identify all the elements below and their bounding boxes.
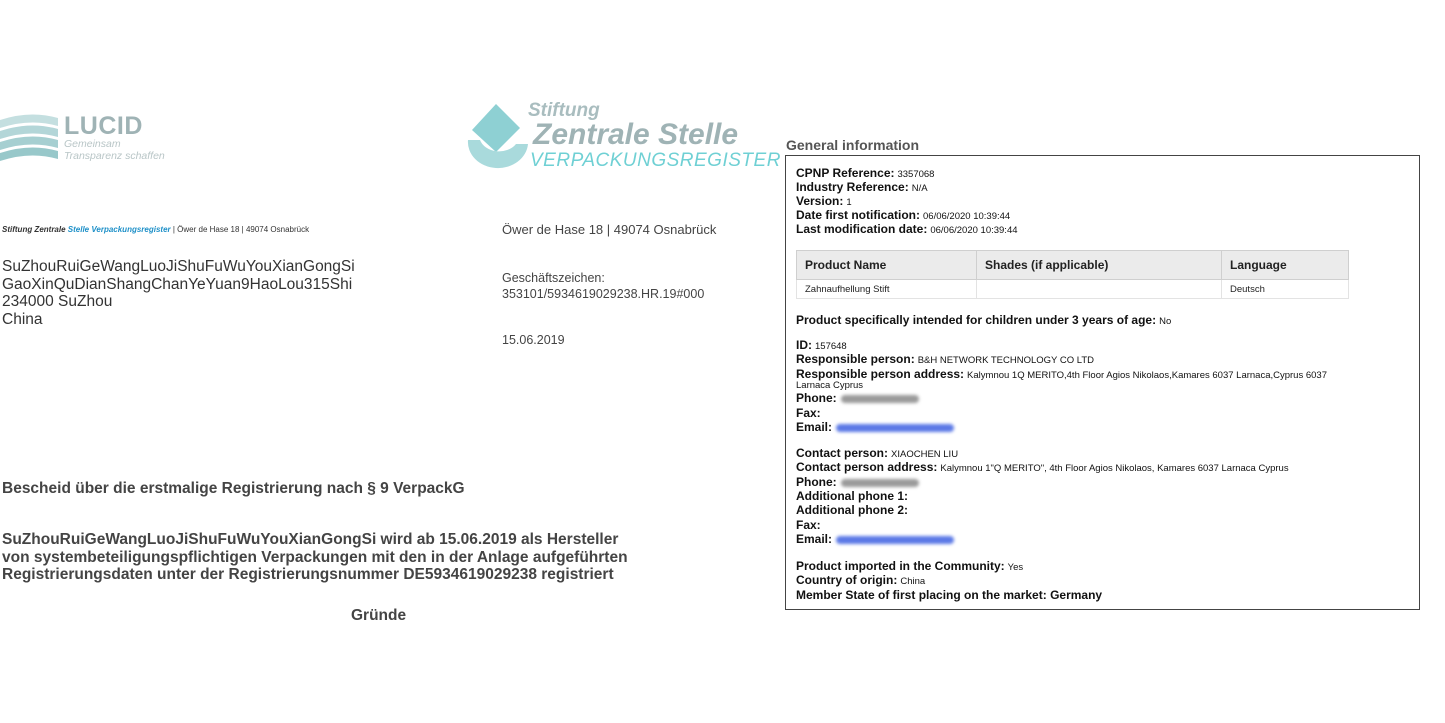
version-row (796, 194, 852, 208)
general-information-heading: General information (786, 137, 920, 153)
redacted-email-link[interactable] (836, 424, 954, 432)
body-line: SuZhouRuiGeWangLuoJiShuFuWuYouXianGongSi wird ab 15.06.2019 als Hersteller (2, 531, 619, 548)
lucid-tagline-2: Transparenz schaffen (64, 150, 165, 162)
field-value: 3357068 (897, 169, 935, 180)
field-value: B&H NETWORK TECHNOLOGY CO LTD (917, 355, 1094, 366)
body-line: von systembeteiligungspflichtigen Verpackungen mit den in der Anlage aufgeführten (2, 548, 628, 566)
field-value: N/A (911, 183, 928, 194)
fax-row-2 (796, 518, 821, 532)
reference-label: Geschäftszeichen: (502, 271, 605, 285)
zsvr-logo-icon (466, 100, 530, 170)
field-label: Phone: (796, 475, 837, 489)
responsible-person-row (796, 352, 1094, 366)
table-cell: Deutsch (1222, 280, 1349, 299)
field-label: Contact person address: (796, 460, 938, 474)
cpnp-reference-row (796, 166, 934, 180)
field-label: Responsible person: (796, 352, 915, 366)
email-row (796, 420, 954, 434)
field-value: 1 (846, 197, 852, 208)
reasons-heading: Gründe (351, 607, 407, 624)
table-cell: Zahnaufhellung Stift (797, 280, 977, 299)
recipient-line: 234000 SuZhou (2, 293, 113, 310)
recipient-line: GaoXinQuDianShangChanYeYuan9HaoLou315Shi (2, 275, 353, 293)
field-label: Additional phone 1: (796, 489, 908, 503)
id-row (796, 338, 847, 352)
responsible-address-cont: Larnaca Cyprus (796, 380, 864, 391)
lucid-name: LUCID (64, 112, 143, 140)
field-label: Product specifically intended for children under 3 years of age: (796, 313, 1157, 327)
email-row-2 (796, 532, 954, 546)
field-value: 06/06/2020 10:39:44 (930, 225, 1018, 236)
contact-address-row (796, 460, 1289, 474)
field-label: Email: (796, 532, 833, 546)
field-label: ID: (796, 338, 812, 352)
field-label: Contact person: (796, 446, 889, 460)
redacted-email-link[interactable] (836, 536, 954, 544)
responsible-address-row (796, 367, 1327, 381)
field-label: Industry Reference: (796, 180, 909, 194)
cpnp-info-box (785, 155, 1420, 610)
letter-date: 15.06.2019 (502, 333, 565, 347)
industry-reference-row (796, 180, 928, 194)
field-label: Phone: (796, 391, 837, 405)
fax-row (796, 406, 821, 420)
field-label: Country of origin: (796, 573, 898, 587)
table-header-row (797, 251, 1349, 280)
field-value: Kalymnou 1Q MERITO,4th Floor Agios Nikolaos,Kamares 6037 Larnaca,Cyprus 6037 (967, 370, 1327, 381)
lucid-tagline-1: Gemeinsam (64, 138, 121, 150)
field-label: Fax: (796, 406, 821, 420)
sender-name-2: Stelle Verpackungsregister (67, 225, 171, 234)
table-header: Language (1222, 251, 1349, 280)
table-cell (977, 280, 1222, 299)
contact-person-row (796, 446, 958, 460)
children-row (796, 313, 1171, 327)
origin-row (796, 573, 925, 587)
address-right: Öwer de Hase 18 | 49074 Osnabrück (502, 222, 717, 237)
sender-name-1: Stiftung Zentrale (2, 225, 68, 234)
field-value: XIAOCHEN LIU (891, 449, 959, 460)
additional-phone-2-row (796, 503, 908, 517)
reference-value: 353101/5934619029238.HR.19#000 (502, 287, 705, 301)
table-header: Shades (if applicable) (977, 251, 1222, 280)
zsvr-line-2: Zentrale Stelle (533, 118, 739, 151)
field-label: Version: (796, 194, 844, 208)
last-modification-row (796, 222, 1018, 236)
redacted-phone (841, 479, 919, 487)
field-value: Germany (1050, 588, 1103, 602)
redacted-phone (841, 395, 919, 403)
field-label: Responsible person address: (796, 367, 965, 381)
product-table (796, 250, 1349, 299)
recipient-line: China (2, 310, 43, 328)
field-value: Yes (1007, 562, 1024, 573)
field-label: Fax: (796, 518, 821, 532)
field-label: CPNP Reference: (796, 166, 895, 180)
field-value: No (1159, 316, 1172, 327)
phone-row (796, 391, 919, 405)
field-value: 157648 (815, 341, 847, 352)
sender-address: | Öwer de Hase 18 | 49074 Osnabrück (170, 225, 310, 234)
recipient-block (2, 258, 355, 328)
table-header: Product Name (797, 251, 977, 280)
table-row (797, 280, 1349, 299)
letter-subject: Bescheid über die erstmalige Registrierung nach § 9 VerpackG (2, 480, 465, 497)
field-label: Last modification date: (796, 222, 928, 236)
field-label: Product imported in the Community: (796, 559, 1005, 573)
first-notification-row (796, 208, 1010, 222)
phone-row-2 (796, 475, 919, 489)
sender-line (2, 225, 309, 234)
field-value: China (900, 576, 926, 587)
field-label: Email: (796, 420, 833, 434)
field-label: Member State of first placing on the market: (796, 588, 1047, 602)
zsvr-line-1: Stiftung (528, 100, 600, 121)
body-line: Registrierungsdaten unter der Registrierungsnummer DE5934619029238 registriert (2, 566, 614, 583)
zsvr-line-3: VERPACKUNGSREGISTER (530, 150, 781, 171)
member-state-row (796, 588, 1102, 602)
field-label: Additional phone 2: (796, 503, 908, 517)
additional-phone-1-row (796, 489, 908, 503)
imported-row (796, 559, 1023, 573)
field-label: Date first notification: (796, 208, 921, 222)
field-value: Kalymnou 1"Q MERITO", 4th Floor Agios Nikolaos, Kamares 6037 Larnaca Cyprus (940, 463, 1289, 474)
field-value: 06/06/2020 10:39:44 (923, 211, 1011, 222)
recipient-line: SuZhouRuiGeWangLuoJiShuFuWuYouXianGongSi (2, 258, 355, 275)
letter-body (2, 531, 628, 584)
